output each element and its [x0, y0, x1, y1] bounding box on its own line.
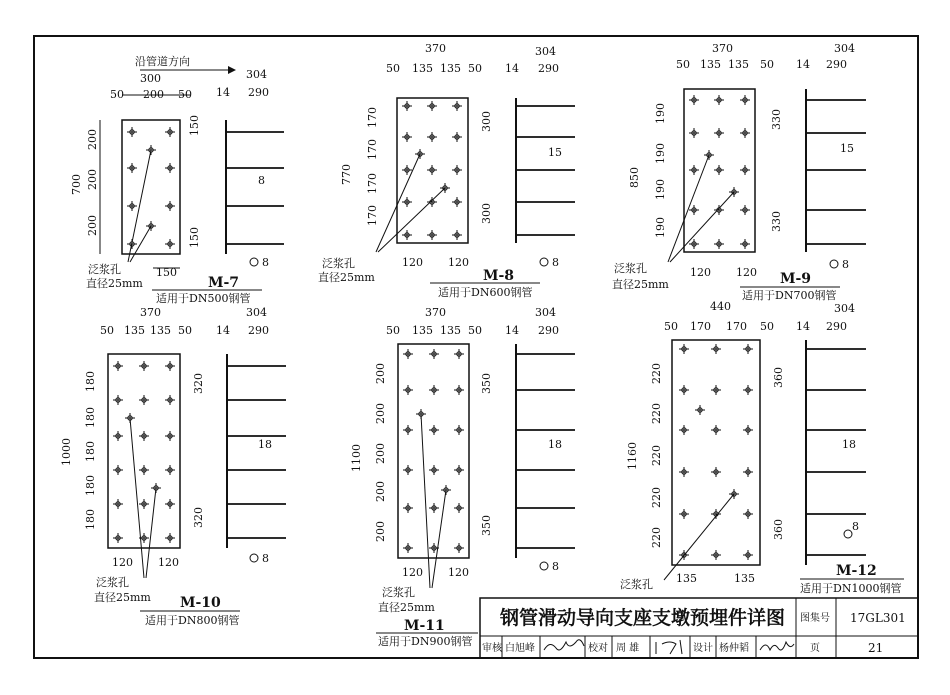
m11-vs3: 200 [374, 443, 387, 464]
m11-title: M-11 [404, 618, 445, 634]
m12-vs1: 220 [650, 363, 663, 384]
m11-vs5: 200 [374, 521, 387, 542]
m12-bottom-a: 135 [676, 572, 697, 585]
m7-dim-bot: 150 [188, 227, 201, 248]
m10-vs3: 180 [84, 441, 97, 462]
panel-m9 [612, 42, 866, 302]
m9-total-width: 370 [712, 42, 733, 55]
m7-height: 700 [70, 174, 83, 195]
m12-title: M-12 [836, 563, 877, 579]
m10-inner-a: 135 [124, 324, 145, 337]
m9-plate-w: 304 [834, 42, 855, 55]
m7-bars: 8 [258, 174, 265, 187]
m10-dim-top: 320 [192, 373, 205, 394]
panel-m11 [350, 306, 575, 648]
m12-applies: 适用于DN1000钢管 [800, 582, 902, 595]
panel-m10 [60, 306, 286, 627]
m10-title: M-10 [180, 595, 221, 611]
m11-plate [398, 344, 469, 558]
m8-side-right: 50 [468, 62, 482, 75]
m8-bottom-b: 120 [448, 256, 469, 269]
m11-bottom-b: 120 [448, 566, 469, 579]
m10-vs5: 180 [84, 509, 97, 530]
m12-inner-a: 170 [690, 320, 711, 333]
m12-dim-bot: 360 [772, 519, 785, 540]
m12-grout-hole: 泛浆孔 [620, 578, 653, 591]
m9-bar-spec: 8 [842, 258, 849, 271]
m8-diameter: 直径25mm [318, 271, 375, 284]
panel-m7 [70, 68, 284, 305]
m12-plate-w: 304 [834, 302, 855, 315]
m8-grout-hole: 泛浆孔 [322, 257, 355, 270]
m9-diameter: 直径25mm [612, 278, 669, 291]
m7-plate [122, 120, 180, 254]
m11-dim-bot: 350 [480, 515, 493, 536]
m9-vs3: 190 [654, 179, 667, 200]
m11-plate-in: 290 [538, 324, 559, 337]
m10-grout-hole: 泛浆孔 [96, 576, 129, 589]
m9-applies: 适用于DN700钢管 [742, 289, 837, 302]
m11-height: 1100 [350, 444, 363, 472]
m12-side-right: 50 [760, 320, 774, 333]
m9-bottom-a: 120 [690, 266, 711, 279]
m7-applies: 适用于DN500钢管 [156, 292, 251, 305]
m12-plate-t: 14 [796, 320, 810, 333]
m9-inner-a: 135 [700, 58, 721, 71]
panel-m8 [318, 42, 575, 299]
m10-inner-b: 135 [150, 324, 171, 337]
m10-bottom-a: 120 [112, 556, 133, 569]
m11-plate-t: 14 [505, 324, 519, 337]
m10-bottom-b: 120 [158, 556, 179, 569]
m8-vs4: 170 [366, 205, 379, 226]
m10-plate [108, 354, 180, 548]
m8-height: 770 [340, 164, 353, 185]
m8-dim-bot: 300 [480, 203, 493, 224]
m10-vs2: 180 [84, 407, 97, 428]
m7-vs1: 200 [86, 129, 99, 150]
m11-vs2: 200 [374, 403, 387, 424]
m7-plate-w: 304 [246, 68, 267, 81]
m8-title: M-8 [483, 268, 515, 284]
panel-m12 [620, 300, 904, 595]
m7-bottom-w: 150 [156, 266, 177, 279]
m8-vs3: 170 [366, 173, 379, 194]
page-label: 页 [810, 643, 820, 654]
checker-name: 周 雄 [616, 643, 640, 654]
design-label: 设计 [693, 643, 713, 654]
m9-vs4: 190 [654, 217, 667, 238]
m10-dim-bot: 320 [192, 507, 205, 528]
check-label: 校对 [588, 643, 608, 654]
direction-arrowhead [228, 66, 236, 74]
m8-bottom-a: 120 [402, 256, 423, 269]
m11-dim-top: 350 [480, 373, 493, 394]
m11-grout-hole: 泛浆孔 [382, 586, 415, 599]
m9-side-right: 50 [760, 58, 774, 71]
m12-bottom-b: 135 [734, 572, 755, 585]
m11-plate-w: 304 [535, 306, 556, 319]
m12-plate-in: 290 [826, 320, 847, 333]
m9-grout-hole: 泛浆孔 [614, 262, 647, 275]
m8-plate-w: 304 [535, 45, 556, 58]
m9-plate-t: 14 [796, 58, 810, 71]
m8-vs1: 170 [366, 107, 379, 128]
m10-bar-spec: 8 [262, 552, 269, 565]
m8-applies: 适用于DN600钢管 [438, 286, 533, 299]
m10-plate-in: 290 [248, 324, 269, 337]
atlas-number: 17GL301 [850, 611, 906, 625]
designer-signature [760, 642, 794, 650]
m9-height: 850 [628, 167, 641, 188]
m7-inner: 200 [143, 88, 164, 101]
m12-plate [672, 340, 760, 565]
m8-bar-count: 15 [548, 146, 562, 159]
drawing-title: 钢管滑动导向支座支墩预埋件详图 [500, 607, 786, 629]
m10-bar-count: 18 [258, 438, 272, 451]
m8-vs2: 170 [366, 139, 379, 160]
designer-name: 杨仲韬 [719, 643, 749, 654]
m8-inner-b: 135 [440, 62, 461, 75]
m7-vs3: 200 [86, 215, 99, 236]
m7-grout-hole: 泛浆孔 [88, 263, 121, 276]
m10-diameter: 直径25mm [94, 591, 151, 604]
m8-side-left: 50 [386, 62, 400, 75]
m9-bar-count: 15 [840, 142, 854, 155]
m9-dim-top: 330 [770, 109, 783, 130]
m9-dim-bot: 330 [770, 211, 783, 232]
m11-bar-count: 18 [548, 438, 562, 451]
m9-title: M-9 [780, 271, 812, 287]
m11-inner-b: 135 [440, 324, 461, 337]
m10-side-right: 50 [178, 324, 192, 337]
m8-plate-t: 14 [505, 62, 519, 75]
m11-side-right: 50 [468, 324, 482, 337]
m9-plate-in: 290 [826, 58, 847, 71]
m10-plate-w: 304 [246, 306, 267, 319]
reviewer-signature [544, 640, 584, 650]
m8-dim-top: 300 [480, 111, 493, 132]
m7-diameter: 直径25mm [86, 277, 143, 290]
review-label: 审核 [482, 643, 502, 654]
m10-total-width: 370 [140, 306, 161, 319]
m8-plate-in: 290 [538, 62, 559, 75]
m10-height: 1000 [60, 438, 73, 466]
m10-plate-t: 14 [216, 324, 230, 337]
m12-dim-top: 360 [772, 367, 785, 388]
m9-bottom-b: 120 [736, 266, 757, 279]
atlas-label: 图集号 [800, 613, 830, 624]
m11-diameter: 直径25mm [378, 601, 435, 614]
m7-side-right: 50 [178, 88, 192, 101]
m12-total-width: 440 [710, 300, 731, 313]
m12-bar-spec: 8 [852, 520, 859, 533]
m12-height: 1160 [626, 442, 639, 470]
m7-total-width: 300 [140, 72, 161, 85]
m7-vs2: 200 [86, 169, 99, 190]
m10-vs4: 180 [84, 475, 97, 496]
m11-total-width: 370 [425, 306, 446, 319]
reviewer-name: 白旭峰 [505, 643, 535, 654]
title-block [480, 598, 918, 658]
m11-applies: 适用于DN900钢管 [378, 635, 473, 648]
checker-signature [656, 640, 682, 654]
m10-side-left: 50 [100, 324, 114, 337]
m8-inner-a: 135 [412, 62, 433, 75]
m11-bottom-a: 120 [402, 566, 423, 579]
m11-vs4: 200 [374, 481, 387, 502]
m9-vs2: 190 [654, 143, 667, 164]
m7-title: M-7 [208, 275, 240, 291]
direction-note: 沿管道方向 [135, 55, 190, 68]
m9-side-left: 50 [676, 58, 690, 71]
m11-side-left: 50 [386, 324, 400, 337]
m9-vs1: 190 [654, 103, 667, 124]
m12-side-left: 50 [664, 320, 678, 333]
m12-vs2: 220 [650, 403, 663, 424]
m12-vs4: 220 [650, 487, 663, 508]
m12-vs3: 220 [650, 445, 663, 466]
m12-bar-count: 18 [842, 438, 856, 451]
m7-dim-top: 150 [188, 115, 201, 136]
m12-inner-b: 170 [726, 320, 747, 333]
m12-vs5: 220 [650, 527, 663, 548]
m8-total-width: 370 [425, 42, 446, 55]
page-number: 21 [868, 641, 884, 655]
m7-side-left: 50 [110, 88, 124, 101]
m11-bar-spec: 8 [552, 560, 559, 573]
m11-vs1: 200 [374, 363, 387, 384]
m7-plate-in: 290 [248, 86, 269, 99]
m8-bar-spec: 8 [552, 256, 559, 269]
m7-plate-t: 14 [216, 86, 230, 99]
m9-inner-b: 135 [728, 58, 749, 71]
m10-vs1: 180 [84, 371, 97, 392]
m11-inner-a: 135 [412, 324, 433, 337]
m10-applies: 适用于DN800钢管 [145, 614, 240, 627]
m7-bar-spec: 8 [262, 256, 269, 269]
